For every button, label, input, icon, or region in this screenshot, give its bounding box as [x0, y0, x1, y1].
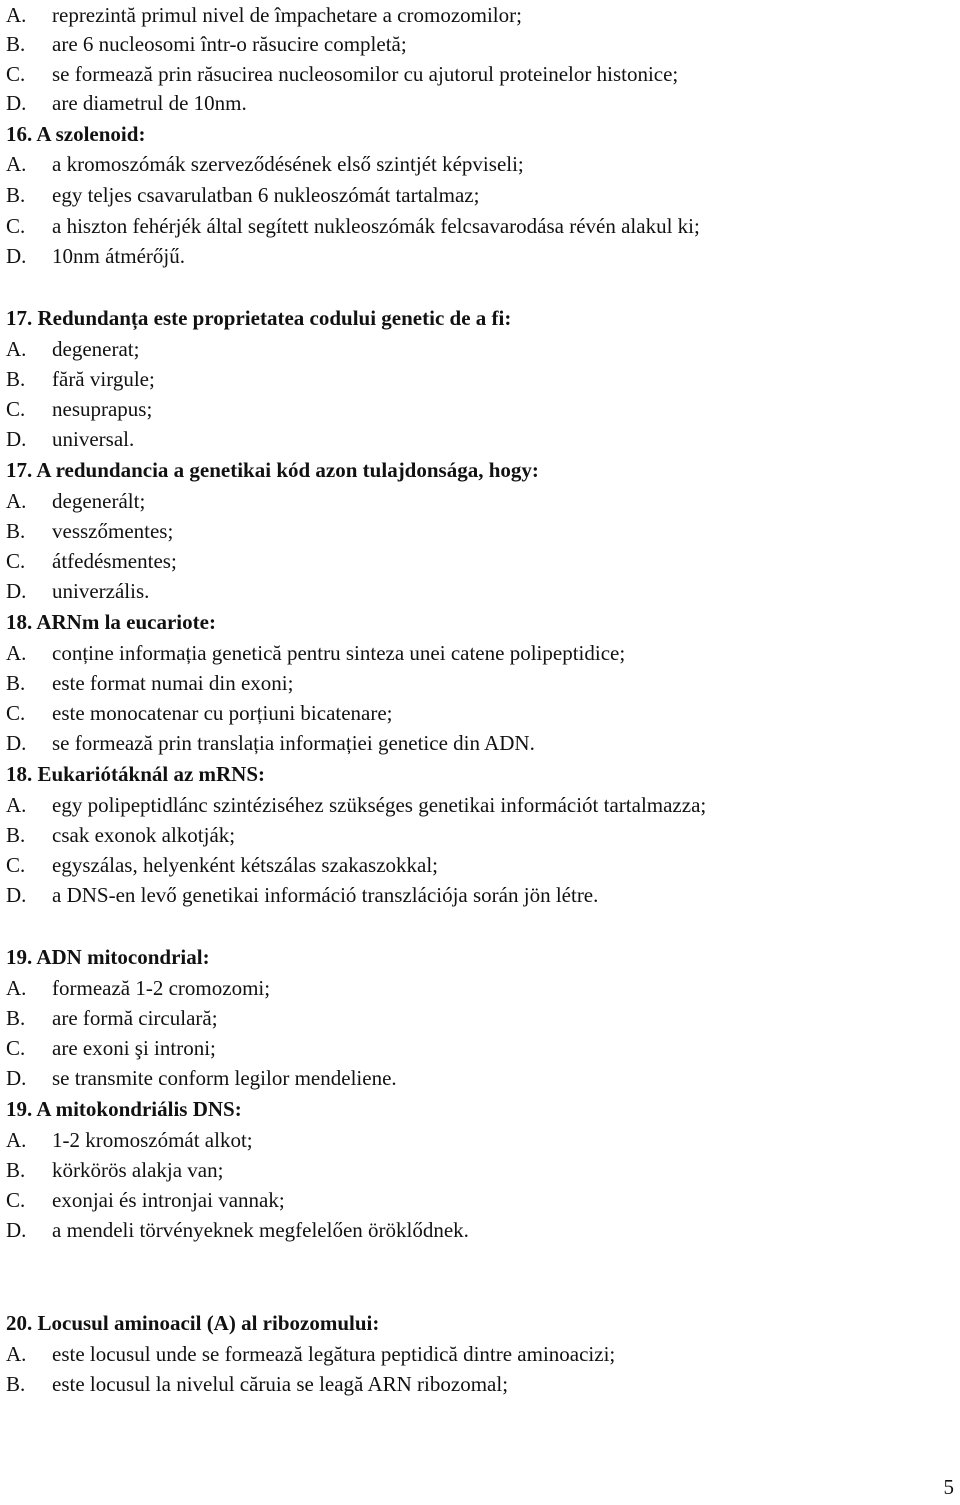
option-letter: D. — [6, 1218, 27, 1242]
answer-option — [6, 1003, 218, 1033]
question-heading: 17. Redundanța este proprietatea codului genetic de a fi: — [6, 306, 512, 330]
question-heading: 16. A szolenoid: — [6, 122, 146, 146]
answer-option — [6, 1215, 469, 1245]
option-letter: D. — [6, 427, 27, 451]
answer-option — [6, 88, 247, 118]
answer-option — [6, 1063, 397, 1093]
option-letter: C. — [6, 214, 26, 238]
answer-option — [6, 820, 235, 850]
option-text: are diametrul de 10nm. — [52, 91, 247, 115]
option-text: degenerált; — [52, 489, 146, 513]
answer-option — [6, 486, 145, 516]
option-text: univerzális. — [52, 579, 150, 603]
option-text: csak exonok alkotják; — [52, 823, 236, 847]
option-letter: A. — [6, 337, 27, 361]
answer-option — [6, 1369, 508, 1399]
option-text: a kromoszómák szerveződésének első szintjét képviseli; — [52, 152, 524, 176]
answer-option — [6, 546, 177, 576]
option-letter: B. — [6, 32, 26, 56]
option-letter: A. — [6, 3, 27, 27]
answer-option — [6, 180, 479, 210]
option-letter: A. — [6, 152, 27, 176]
option-text: egyszálas, helyenként kétszálas szakaszokkal; — [52, 853, 439, 877]
answer-option — [6, 394, 152, 424]
option-text: vesszőmentes; — [52, 519, 174, 543]
question-heading: 17. A redundancia a genetikai kód azon tulajdonsága, hogy: — [6, 458, 539, 482]
option-text: are formă circulară; — [52, 1006, 218, 1030]
answer-option — [6, 668, 293, 698]
answer-option — [6, 728, 535, 758]
option-text: 1-2 kromoszómát alkot; — [52, 1128, 253, 1152]
option-text: egy teljes csavarulatban 6 nukleoszómát tartalmaz; — [52, 183, 480, 207]
answer-option — [6, 576, 149, 606]
option-text: are exoni şi introni; — [52, 1036, 216, 1060]
option-text: körkörös alakja van; — [52, 1158, 224, 1182]
option-letter: A. — [6, 489, 27, 513]
option-text: átfedésmentes; — [52, 549, 177, 573]
option-letter: D. — [6, 731, 27, 755]
page-number: 5 — [943, 1475, 954, 1499]
option-letter: C. — [6, 701, 26, 725]
option-text: este locusul unde se formează legătura peptidică dintre aminoacizi; — [52, 1342, 616, 1366]
option-text: se transmite conform legilor mendeliene. — [52, 1066, 397, 1090]
answer-option — [6, 698, 393, 728]
option-text: conține informația genetică pentru sinteza unei catene polipeptidice; — [52, 641, 626, 665]
answer-option — [6, 1185, 285, 1215]
option-text: se formează prin translația informației genetice din ADN. — [52, 731, 535, 755]
option-letter: A. — [6, 1342, 27, 1366]
option-text: fără virgule; — [52, 367, 155, 391]
option-text: a mendeli törvényeknek megfelelően öröklődnek. — [52, 1218, 469, 1242]
answer-option — [6, 59, 678, 89]
option-letter: C. — [6, 62, 26, 86]
option-text: este locusul la nivelul căruia se leagă ARN ribozomal; — [52, 1372, 509, 1396]
question-heading: 19. ADN mitocondrial: — [6, 945, 210, 969]
answer-option — [6, 850, 438, 880]
answer-option — [6, 880, 598, 910]
option-letter: B. — [6, 367, 26, 391]
answer-option — [6, 364, 155, 394]
option-letter: A. — [6, 793, 27, 817]
answer-option — [6, 516, 173, 546]
option-letter: D. — [6, 883, 27, 907]
answer-option — [6, 638, 625, 668]
answer-option — [6, 973, 270, 1003]
option-text: universal. — [52, 427, 135, 451]
option-letter: C. — [6, 853, 26, 877]
option-letter: B. — [6, 1372, 26, 1396]
answer-option — [6, 1155, 223, 1185]
option-letter: D. — [6, 1066, 27, 1090]
option-letter: B. — [6, 183, 26, 207]
option-text: a DNS-en levő genetikai információ transzlációja során jön létre. — [52, 883, 599, 907]
option-text: este format numai din exoni; — [52, 671, 294, 695]
answer-option — [6, 334, 139, 364]
question-heading: 20. Locusul aminoacil (A) al ribozomului: — [6, 1311, 380, 1335]
question-heading: 19. A mitokondriális DNS: — [6, 1097, 242, 1121]
option-letter: B. — [6, 519, 26, 543]
option-text: egy polipeptidlánc szintéziséhez szükséges genetikai információt tartalmazza; — [52, 793, 707, 817]
answer-option — [6, 0, 522, 30]
option-letter: A. — [6, 641, 27, 665]
option-text: reprezintă primul nivel de împachetare a cromozomilor; — [52, 3, 522, 27]
answer-option — [6, 241, 185, 271]
answer-option — [6, 790, 706, 820]
option-letter: B. — [6, 671, 26, 695]
option-letter: D. — [6, 579, 27, 603]
option-letter: B. — [6, 1006, 26, 1030]
option-letter: A. — [6, 976, 27, 1000]
option-letter: B. — [6, 823, 26, 847]
option-text: 10nm átmérőjű. — [52, 244, 185, 268]
question-heading: 18. Eukariótáknál az mRNS: — [6, 762, 266, 786]
option-letter: D. — [6, 244, 27, 268]
answer-option — [6, 1033, 216, 1063]
answer-option — [6, 1125, 253, 1155]
answer-option — [6, 424, 134, 454]
answer-option — [6, 1339, 615, 1369]
option-text: a hiszton fehérjék által segített nukleoszómák felcsavarodása révén alakul ki; — [52, 214, 700, 238]
option-text: degenerat; — [52, 337, 140, 361]
option-text: este monocatenar cu porțiuni bicatenare; — [52, 701, 393, 725]
option-text: are 6 nucleosomi într-o răsucire completă; — [52, 32, 407, 56]
option-text: se formează prin răsucirea nucleosomilor cu ajutorul proteinelor histonice; — [52, 62, 679, 86]
option-text: formează 1-2 cromozomi; — [52, 976, 271, 1000]
option-letter: C. — [6, 397, 26, 421]
option-text: nesuprapus; — [52, 397, 153, 421]
option-letter: C. — [6, 1036, 26, 1060]
option-letter: B. — [6, 1158, 26, 1182]
question-heading: 18. ARNm la eucariote: — [6, 610, 216, 634]
answer-option — [6, 149, 524, 179]
option-letter: A. — [6, 1128, 27, 1152]
option-letter: C. — [6, 1188, 26, 1212]
option-text: exonjai és intronjai vannak; — [52, 1188, 285, 1212]
answer-option — [6, 29, 407, 59]
option-letter: C. — [6, 549, 26, 573]
answer-option — [6, 211, 700, 241]
option-letter: D. — [6, 91, 27, 115]
